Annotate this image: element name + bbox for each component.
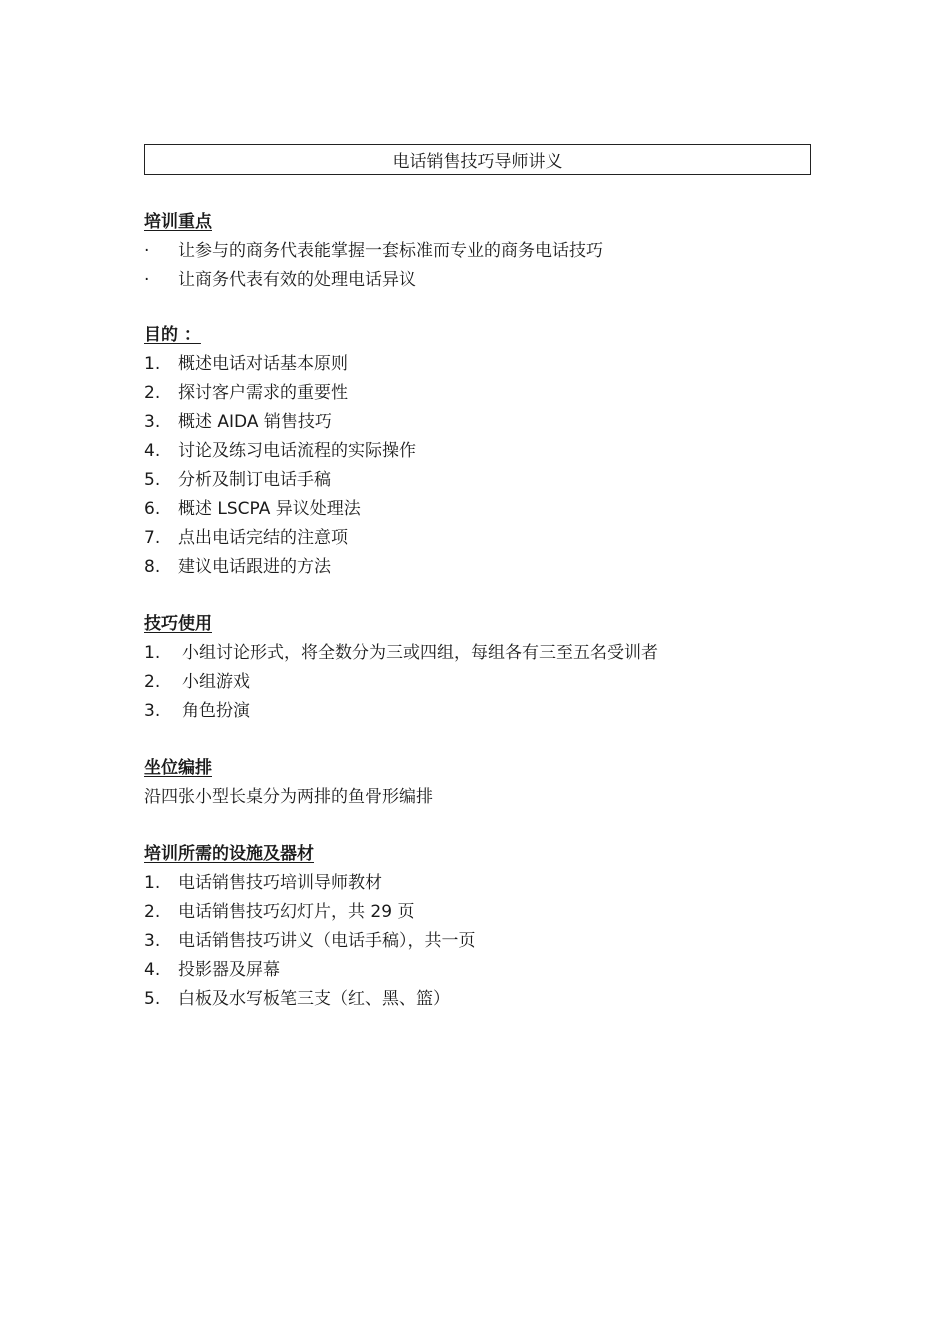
section-heading-seating: 坐位编排 [144, 758, 212, 778]
list-item [144, 985, 476, 1014]
list-item [144, 639, 658, 668]
list-item [144, 379, 416, 408]
list-item-text: 概述 AIDA 销售技巧 [178, 412, 332, 432]
list-item-text: 建议电话跟进的方法 [178, 557, 331, 577]
bullet-marker: · [144, 270, 150, 290]
list-number: 5. [144, 470, 161, 490]
section-objectives [144, 321, 416, 582]
list-number: 2. [144, 383, 161, 403]
bullet-marker: · [144, 241, 150, 261]
list-number: 1. [144, 354, 161, 374]
list-item [144, 553, 416, 582]
list-number: 3. [144, 931, 161, 951]
list-item-text: 分析及制订电话手稿 [178, 470, 331, 490]
list-item-text: 点出电话完结的注意项 [178, 528, 348, 548]
list-item-text: 电话销售技巧培训导师教材 [178, 873, 382, 893]
seating-description: 沿四张小型长桌分为两排的鱼骨形编排 [144, 787, 433, 807]
list-item [144, 437, 416, 466]
section-heading-techniques: 技巧使用 [144, 614, 212, 634]
section-heading-equipment: 培训所需的设施及器材 [144, 844, 314, 864]
list-number: 6. [144, 499, 161, 519]
list-number: 3. [144, 701, 161, 721]
list-item-text: 电话销售技巧讲义（电话手稿），共一页 [178, 931, 476, 951]
list-item-text: 概述 LSCPA 异议处理法 [178, 499, 361, 519]
section-focus [144, 208, 603, 295]
list-item-text: 电话销售技巧幻灯片，共 29 页 [178, 902, 415, 922]
list-item [144, 266, 603, 295]
list-item [144, 524, 416, 553]
list-number: 4. [144, 441, 161, 461]
list-item [144, 495, 416, 524]
list-item-text: 探讨客户需求的重要性 [178, 383, 348, 403]
list-item-text: 白板及水写板笔三支（红、黑、篮） [178, 989, 450, 1009]
list-item-text: 小组游戏 [182, 672, 250, 692]
list-item-text: 讨论及练习电话流程的实际操作 [178, 441, 416, 461]
list-number: 7. [144, 528, 161, 548]
list-number: 2. [144, 672, 161, 692]
section-seating [144, 754, 433, 812]
list-item-text: 让商务代表有效的处理电话异议 [178, 270, 416, 290]
list-number: 4. [144, 960, 161, 980]
list-number: 3. [144, 412, 161, 432]
list-item [144, 466, 416, 495]
list-number: 2. [144, 902, 161, 922]
list-item [144, 927, 476, 956]
list-item [144, 668, 658, 697]
list-item-text: 投影器及屏幕 [178, 960, 280, 980]
section-techniques [144, 610, 658, 726]
document-title [144, 144, 811, 175]
list-item [144, 237, 603, 266]
list-item-text: 让参与的商务代表能掌握一套标准而专业的商务电话技巧 [178, 241, 603, 261]
section-heading-objectives: 目的 ： [144, 325, 201, 345]
list-item [144, 697, 658, 726]
list-number: 8. [144, 557, 161, 577]
list-item-text: 角色扮演 [182, 701, 250, 721]
list-number: 1. [144, 643, 161, 663]
list-number: 5. [144, 989, 161, 1009]
list-item [144, 956, 476, 985]
list-number: 1. [144, 873, 161, 893]
list-item [144, 898, 476, 927]
section-equipment [144, 840, 476, 1014]
section-heading-focus: 培训重点 [144, 212, 212, 232]
list-item-text: 小组讨论形式，将全数分为三或四组，每组各有三至五名受训者 [182, 643, 658, 663]
list-item [144, 869, 476, 898]
document-title-text: 电话销售技巧导师讲义 [392, 152, 563, 172]
list-item [144, 350, 416, 379]
list-item [144, 408, 416, 437]
list-item-text: 概述电话对话基本原则 [178, 354, 348, 374]
